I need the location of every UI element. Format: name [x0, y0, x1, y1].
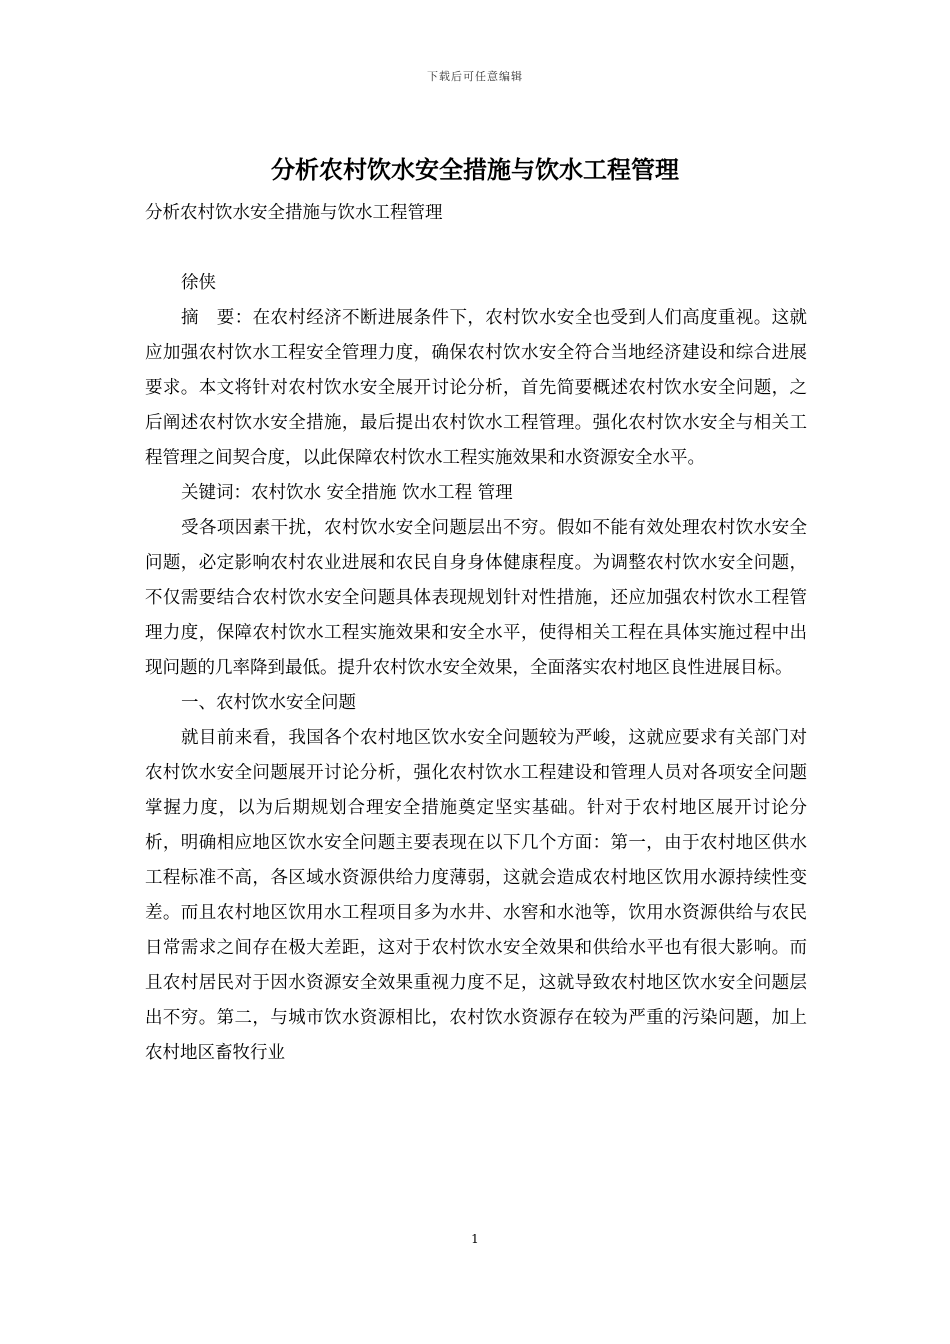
document-title: 分析农村饮水安全措施与饮水工程管理	[271, 156, 679, 184]
header-note: 下载后可任意编辑	[427, 70, 523, 83]
author: 徐侠	[181, 273, 216, 293]
subtitle: 分析农村饮水安全措施与饮水工程管理	[145, 203, 443, 223]
section-paragraph: 就目前来看，我国各个农村地区饮水安全问题较为严峻，这就应要求有关部门对农村饮水安全问题展开讨论分析，强化农村饮水工程建设和管理人员对各项安全问题掌握力度，以为后期规划合理安全措施奠定坚实基础。针对于农村地区展开讨论分析，明确相应地区饮水安全问题主要表现在以下几个方面：第一，由于农村地区供水工程标准不高，各区域水资源供给力度薄弱，这就会造成农村地区饮用水源持续性变差。而且农村地区饮用水工程项目多为水井、水窖和水池等，饮用水资源供给与农民日常需求之间存在极大差距，这对于农村饮水安全效果和供给水平也有很大影响。而且农村居民对于因水资源安全效果重视力度不足，这就导致农村地区饮水安全问题层出不穷。第二，与城市饮水资源相比，农村饮水资源存在较为严重的污染问题，加上农村地区畜牧行业	[145, 728, 807, 1063]
intro-paragraph: 受各项因素干扰，农村饮水安全问题层出不穷。假如不能有效处理农村饮水安全问题，必定影响农村农业进展和农民自身身体健康程度。为调整农村饮水安全问题，不仅需要结合农村饮水安全问题具体表现规划针对性措施，还应加强农村饮水工程管理力度，保障农村饮水工程实施效果和安全水平，使得相关工程在具体实施过程中出现问题的几率降到最低。提升农村饮水安全效果，全面落实农村地区良性进展目标。	[145, 518, 807, 678]
page-number: 1	[471, 1232, 479, 1246]
abstract-paragraph: 摘 要：在农村经济不断进展条件下，农村饮水安全也受到人们高度重视。这就应加强农村饮水工程安全管理力度，确保农村饮水安全符合当地经济建设和综合进展要求。本文将针对农村饮水安全展开讨论分析，首先简要概述农村饮水安全问题，之后阐述农村饮水安全措施，最后提出农村饮水工程管理。强化农村饮水安全与相关工程管理之间契合度，以此保障农村饮水工程实施效果和水资源安全水平。	[145, 308, 807, 468]
keywords-line: 关键词：农村饮水 安全措施 饮水工程 管理	[181, 483, 513, 503]
section-heading: 一、农村饮水安全问题	[181, 693, 356, 713]
document-body	[145, 196, 807, 1071]
